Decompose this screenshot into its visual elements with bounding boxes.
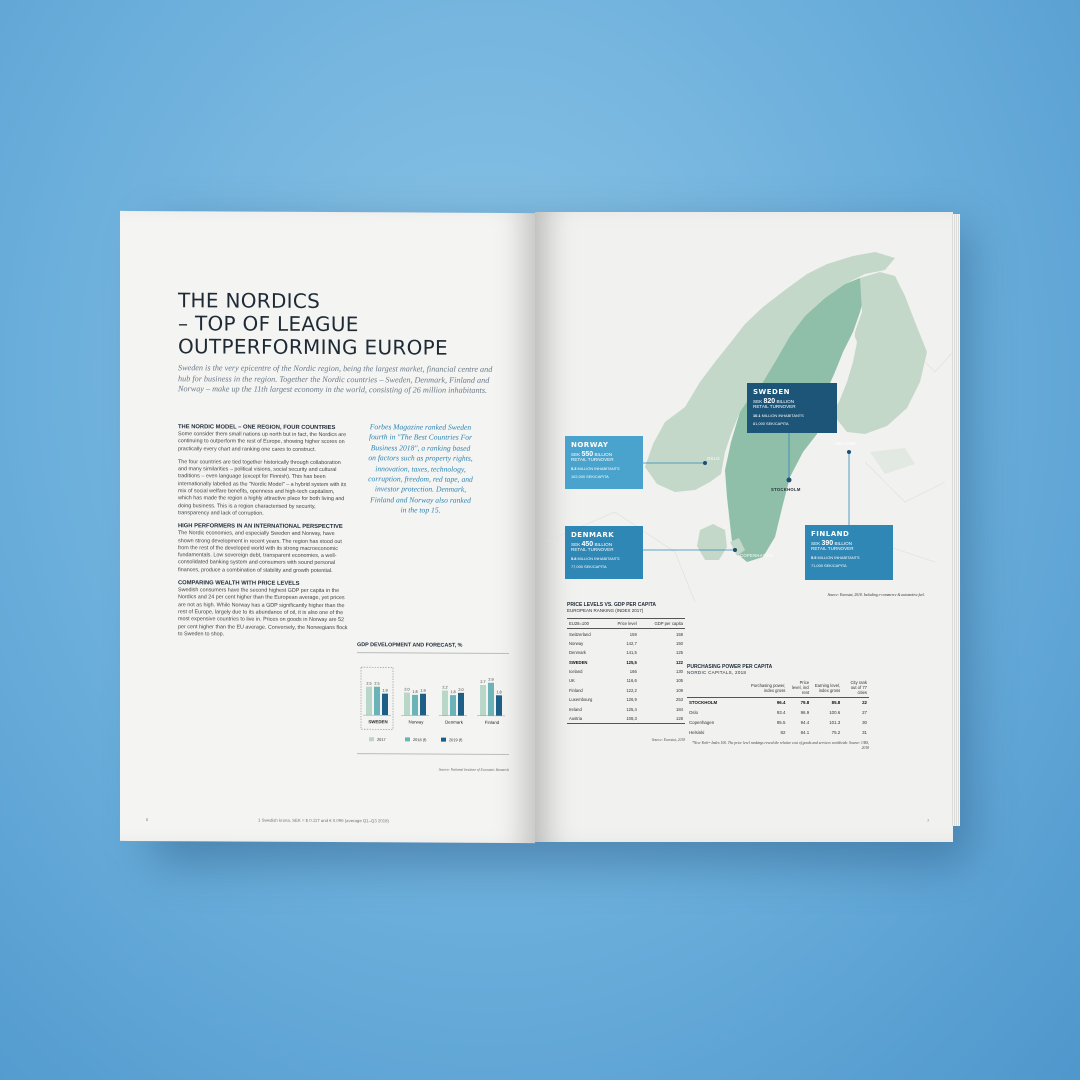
price-table-cell: Ireland — [569, 706, 582, 712]
pp-table-cell: 79.8 — [787, 698, 811, 708]
gdp-bar-label: 2.0 — [458, 687, 464, 692]
gdp-bar — [496, 695, 502, 716]
pp-table-row — [687, 727, 869, 737]
price-table-cell: 122 — [676, 659, 683, 665]
price-table-row — [567, 639, 685, 648]
price-header-gdp: GDP per capita — [639, 619, 685, 629]
pp-table-cell: 31 — [862, 729, 867, 735]
price-table-cell: 125,4 — [626, 706, 637, 712]
price-table-cell: 109 — [676, 687, 683, 693]
denmark-shape — [697, 524, 727, 560]
page-number-left: 6 — [146, 817, 149, 823]
finland-name: FINLAND — [811, 530, 850, 538]
pp-table-row — [687, 718, 869, 728]
legend-swatch — [369, 737, 374, 741]
currency-footnote: 1 Swedish krona, SEK = $ 0.117 and € 0.099 (average Q1–Q3 2018) — [258, 817, 389, 824]
price-table-cell: 108,3 — [606, 714, 639, 724]
gdp-bar-label: 2.7 — [480, 679, 486, 684]
comparing-wealth-p: Swedish consumers have the second highest GDP per capita in the Nordics and 24 per cent higher than the European average, yet prices are not as high. While Norway has a GDP significantly higher than the rest of Europe, largely due to its abundance of oil, it is also one of the most expensive countries to live in. Prices on goods in Norway are 52 per cent higher than the EU average. Conversely, the Norwegians flock to Sweden to shop. — [178, 587, 348, 638]
price-table-subtitle: EUROPEAN RANKING (INDEX 2017) — [567, 608, 644, 613]
title-line-2: – TOP OF LEAGUE — [178, 311, 359, 337]
pp-header-purchasing: Purchasing power, index gross — [749, 678, 788, 698]
pp-table-cell: 30 — [862, 719, 867, 725]
price-table-cell: 184 — [676, 706, 683, 712]
pp-header-earning: Earning level, index gross — [811, 678, 842, 698]
gdp-category-label: Denmark — [445, 719, 463, 725]
gdp-category-label: Finland — [484, 719, 500, 725]
intro-paragraph: Sweden is the very epicentre of the Nordic region, being the largest market, financial centre and hub for business in the region. Together the Nordic countries – Sweden, Denmark, Finland and Norway – make up the 11th largest economy in the world, consisting of 26 million inhabitants. — [178, 363, 493, 395]
city-oslo: OSLO — [707, 456, 720, 461]
title-line-3: OUTPERFORMING EUROPE — [178, 334, 448, 360]
pp-table-cell: 96.9 — [800, 710, 810, 716]
pp-table-cell: 93.4 — [776, 710, 786, 716]
gdp-bar — [366, 687, 372, 716]
pp-table-cell: 84.1 — [800, 729, 810, 735]
legend-swatch — [441, 738, 446, 742]
pp-table-cell: 22 — [842, 698, 869, 708]
pp-table-cell: 75.2 — [831, 729, 841, 735]
gdp-bar-label: 2.5 — [366, 681, 372, 686]
price-table-cell: SWEDEN — [569, 659, 588, 665]
gdp-chart — [357, 642, 509, 776]
price-table-row — [567, 714, 685, 724]
price-table-cell: Denmark — [569, 650, 586, 656]
price-table-cell: Switzerland — [569, 631, 591, 637]
denmark-callout: DENMARK SEK 450 BILLION RETAIL TURNOVER 5.8 MILLION INHABITANTS 77,000 SEK/CAPITA — [565, 526, 643, 579]
gdp-bar — [442, 690, 448, 715]
legend-swatch — [405, 737, 410, 741]
gdp-bar — [458, 693, 464, 716]
map-source: Source: Eurostat, 2018. Including e-commerce & automotive fuel. — [827, 593, 925, 597]
title-line-1: THE NORDICS — [178, 288, 321, 313]
pp-table-cell: 85.8 — [811, 698, 842, 708]
gdp-bar-label: 1.9 — [382, 688, 388, 693]
pp-table-cell: 100.6 — [829, 710, 841, 716]
pp-table-cell: 95.5 — [776, 719, 786, 725]
price-table-row — [567, 658, 685, 667]
gdp-bar — [412, 695, 418, 716]
price-table-row — [567, 695, 685, 704]
high-performers-heading: HIGH PERFORMERS IN AN INTERNATIONAL PERSPECTIVE — [178, 523, 343, 531]
price-levels-table — [567, 602, 685, 746]
norway-name: NORWAY — [571, 441, 609, 449]
gdp-bar-label: 1.8 — [496, 690, 502, 695]
nordic-model-heading: THE NORDIC MODEL – ONE REGION, FOUR COUNTRIES — [178, 424, 336, 432]
pp-table-cell: Copenhagen — [689, 719, 715, 725]
pp-table-note: *New York= Index 100. The price level rankings reveal the relative cost of goods and services worldwide. Source: UBS, 2018 — [692, 741, 869, 751]
price-table-cell: 126,9 — [626, 697, 637, 703]
finland-callout: FINLAND SEK 390 BILLION RETAIL TURNOVER 5.5 MILLION INHABITANTS 71,000 SEK/CAPITA — [805, 525, 893, 580]
pp-header-city — [687, 678, 749, 698]
nordic-model-p1: Some consider them small nations up north but in fact, the Nordics are continuing to outperform the rest of Europe, showing higher scores on practically every chart and ranking one cares to construct. — [178, 431, 347, 453]
sweden-name: SWEDEN — [753, 388, 790, 396]
city-copenhagen: COPENHAGEN — [740, 553, 773, 558]
gdp-bar — [488, 683, 494, 716]
pp-table-cell: 101.3 — [829, 719, 841, 725]
price-table-cell: 125,5 — [626, 659, 637, 665]
city-stockholm: STOCKHOLM — [771, 487, 801, 492]
price-table-cell: 150 — [676, 640, 683, 646]
pp-table-title: PURCHASING POWER PER CAPITA — [687, 664, 773, 670]
gdp-bar-label: 2.9 — [488, 677, 494, 682]
page-edges — [952, 214, 960, 826]
price-table-cell: Norway — [569, 640, 584, 646]
right-page — [535, 212, 953, 842]
high-performers-p: The Nordic economies, and especially Sweden and Norway, have shown strong development in recent years. The region has stood out from the rest of the developed world with its strong macroeconomic fundamentals. Low sovereign debt, transparent economies, a well-consolidated banking system and consumers with sound personal finances, produce a combination of stability and growth potential. — [178, 530, 342, 574]
pp-table-cell: Oslo — [689, 710, 699, 716]
pp-table-row — [687, 708, 869, 718]
price-table-cell: 141,5 — [626, 650, 637, 656]
price-table-source: Source: Eurostat, 2018 — [651, 738, 685, 743]
price-table-cell: 125 — [676, 650, 683, 656]
pp-header-rank: City rank out of 77 cities — [842, 678, 869, 698]
denmark-name: DENMARK — [571, 531, 615, 539]
price-table-row — [567, 704, 685, 713]
gdp-bar — [420, 694, 426, 716]
price-table-cell: 116,6 — [626, 678, 637, 684]
price-table-row — [567, 686, 685, 695]
pp-table-cell: 96.4 — [749, 698, 788, 708]
page-title — [178, 289, 448, 359]
gdp-chart-svg — [357, 653, 509, 754]
pp-table-cell: 82 — [780, 729, 786, 735]
nordic-model-p2: The four countries are tied together historically through collaboration and many similarities – political visions, social security and cultural traditions – even language (except for Finnish). This has been internationally labelled as the "Nordic Model" – a hybrid system with its mix of social welfare benefits, openness and high-tech capitalism, which has made the region a highly attractive place for both living and doing business. This is a region characterised by security, transparency and lack of corruption. — [178, 459, 347, 517]
gdp-category-label: SWEDEN — [368, 719, 388, 725]
price-table-cell: 166 — [629, 669, 637, 675]
gdp-bar-label: 1.8 — [412, 689, 418, 694]
price-table-row — [567, 648, 685, 657]
gdp-bar-label: 1.9 — [420, 688, 426, 693]
gdp-bar — [404, 693, 410, 716]
price-table-row — [567, 629, 685, 639]
pp-table-row — [687, 698, 869, 708]
gdp-bar — [374, 687, 380, 716]
price-table-row — [567, 676, 685, 685]
price-table-cell: 122,2 — [626, 687, 637, 693]
pp-table-cell: Helsinki — [689, 729, 705, 735]
gdp-chart-title: GDP DEVELOPMENT AND FORECAST, % — [357, 642, 509, 654]
price-table-cell: Finland — [569, 687, 583, 693]
gdp-bar — [480, 685, 486, 716]
price-table-cell: Austria — [567, 714, 606, 724]
price-table-cell: 130 — [676, 669, 683, 675]
norway-callout: NORWAY SEK 550 BILLION RETAIL TURNOVER 5.3 MILLION INHABITANTS 102,000 SEK/CAPITA — [565, 436, 643, 489]
price-table-cell: 105 — [676, 678, 683, 684]
gdp-bar — [382, 694, 388, 716]
pp-table-cell: 27 — [862, 710, 867, 716]
price-table-cell: 142,7 — [626, 640, 637, 646]
pp-table-cell: 94.4 — [800, 719, 810, 725]
price-header-level: Price level — [606, 619, 639, 629]
forbes-quote: Forbes Magazine ranked Sweden fourth in "The Best Countries For Business 2018", a ranking based on factors such as property rights, innovation, taxes, technology, corruption, freedom, red tape, and investor protection. Denmark, Finland and Norway also ranked in the top 15. — [368, 422, 473, 515]
price-table-cell: UK — [569, 678, 575, 684]
price-table-cell: 158 — [676, 631, 683, 637]
price-table-row — [567, 667, 685, 676]
price-table-cell: Luxembourg — [569, 697, 593, 703]
legend-label: 2019 (f) — [449, 737, 463, 743]
pp-header-price: Price level, incl rent — [787, 678, 811, 698]
legend-label: 2017 — [377, 736, 386, 742]
legend-label: 2018 (f) — [413, 737, 427, 743]
pp-table-subtitle: NORDIC CAPITALS, 2018 — [687, 670, 747, 675]
gdp-bar — [450, 695, 456, 716]
price-table-cell: Iceland — [569, 669, 583, 675]
gdp-category-label: Norway — [408, 719, 424, 725]
gdp-bar-label: 2.5 — [374, 681, 380, 686]
body-column — [178, 424, 348, 645]
price-table-cell: 159 — [629, 631, 637, 637]
gdp-bar-label: 2.0 — [404, 687, 410, 692]
gdp-source: Source: National Institute of Economic Research — [438, 767, 509, 772]
gdp-bar-label: 2.2 — [442, 685, 448, 690]
comparing-wealth-heading: COMPARING WEALTH WITH PRICE LEVELS — [178, 580, 300, 587]
pp-table-cell: STOCKHOLM — [687, 698, 749, 708]
price-header-index: EU28=100 — [567, 619, 606, 629]
page-number-right: 7 — [927, 818, 930, 823]
purchasing-power-table — [687, 664, 869, 751]
price-table-title: PRICE LEVELS VS. GDP PER CAPITA — [567, 602, 656, 608]
price-table-cell: 128 — [639, 714, 685, 724]
city-helsinki: HELSINKI — [835, 441, 857, 446]
price-table-cell: 253 — [676, 697, 683, 703]
left-page — [120, 211, 535, 843]
gdp-bar-label: 1.8 — [450, 690, 456, 695]
sweden-callout: SWEDEN SEK 820 BILLION RETAIL TURNOVER 10.1 MILLION INHABITANTS 81,000 SEK/CAPITA — [747, 383, 837, 433]
